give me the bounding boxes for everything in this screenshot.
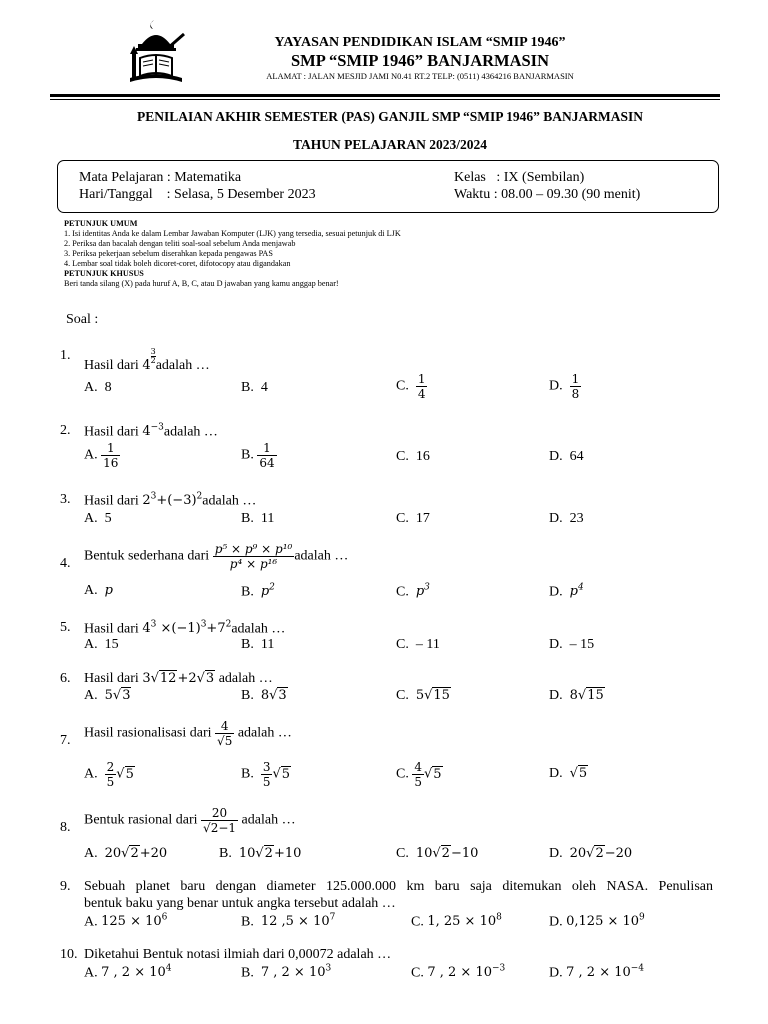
option-d[interactable]: D. – 15: [549, 637, 595, 652]
option-a[interactable]: A. $125 \times 10^6$: [84, 913, 168, 930]
option-c[interactable]: C. $p^3$: [396, 583, 430, 600]
school-name: SMP “SMIP 1946” BANJARMASIN: [290, 51, 550, 70]
question-number: 4.: [60, 556, 71, 571]
option-d[interactable]: D. $0,125 \times 10^9$: [549, 913, 645, 930]
option-d[interactable]: D. 23: [549, 511, 584, 526]
option-d[interactable]: D. 20√2−20: [549, 846, 633, 861]
option-d[interactable]: D. √5: [549, 766, 588, 781]
option-b[interactable]: B. $p^2$: [241, 583, 275, 600]
special-instructions-title: PETUNJUK KHUSUS: [64, 269, 144, 278]
option-d[interactable]: D. 64: [549, 449, 584, 464]
question-number: 10.: [60, 947, 78, 962]
question-text: Bentuk sederhana dari $\frac{\text{p⁵ × p⁹ × p¹⁰}}{\text{p⁴ × p¹⁶}}$ adalah …: [84, 542, 349, 571]
option-c[interactable]: C. $\frac{1}{4}$: [396, 372, 426, 401]
option-c[interactable]: C. 1, $25 \times 10^8$: [411, 913, 502, 930]
math-expression: 3√12+2√3: [142, 671, 215, 686]
instruction-item: 3. Periksa pekerjaan sebelum diserahkan kepada pengawas PAS: [64, 249, 273, 258]
question-number: 8.: [60, 820, 71, 835]
question-text: Hasil dari $2^3+(-3)^2adalah$ …: [84, 492, 257, 509]
option-c[interactable]: C. 17: [396, 511, 430, 526]
instruction-item: 1. Isi identitas Anda ke dalam Lembar Jawaban Komputer (LJK) yang tersedia, sesuai petunjuk di LJK: [64, 229, 401, 238]
option-b[interactable]: B. 7 , $2 \times 10^3$: [241, 964, 332, 981]
question-text: Hasil rasionalisasi dari $\frac{4}{√5}$ adalah …: [84, 719, 292, 748]
question-text: Bentuk rasional dari $\frac{20}{√2-1}$ adalah …: [84, 806, 296, 835]
exam-info-box: [57, 160, 719, 213]
option-a[interactable]: A. 15: [84, 637, 119, 652]
math-expression: $\frac{\text{p⁵ × p⁹ × p¹⁰}}{\text{p⁴ × p¹⁶}}$: [214, 542, 293, 571]
foundation-name: YAYASAN PENDIDIKAN ISLAM “SMIP 1946”: [274, 35, 566, 50]
question-number: 6.: [60, 671, 71, 686]
option-a[interactable]: A. 5: [84, 511, 112, 526]
option-c[interactable]: C. 16: [396, 449, 430, 464]
option-a[interactable]: A. 8: [84, 380, 112, 395]
option-c[interactable]: C. 10√2−10: [396, 846, 479, 861]
option-b[interactable]: B. 4: [241, 380, 268, 395]
option-a[interactable]: A. p: [84, 583, 113, 598]
exam-title: PENILAIAN AKHIR SEMESTER (PAS) GANJIL SMP “SMIP 1946” BANJARMASIN: [136, 109, 644, 124]
class-field: Kelas : IX (Sembilan): [454, 170, 585, 185]
option-a[interactable]: A. $\frac{1}{16}$: [84, 441, 119, 470]
exam-year: TAHUN PELAJARAN 2023/2024: [292, 137, 487, 152]
math-expression: $4^3 \times(-1)^3+7^2$: [142, 620, 232, 637]
option-d[interactable]: D. 7 , $2 \times 10^{-4}$: [549, 964, 645, 981]
question-number: 7.: [60, 733, 71, 748]
option-d[interactable]: D. $\frac{1}{8}$: [549, 372, 580, 401]
question-text: Hasil dari 4 $\frac{3}{2}$ adalah …: [84, 347, 210, 373]
question-text: Diketahui Bentuk notasi ilmiah dari 0,00072 adalah …: [84, 947, 392, 962]
option-a[interactable]: A. 7 , $2 \times 10^4$: [84, 964, 172, 981]
question-number: 2.: [60, 423, 71, 438]
instructions: [64, 219, 401, 289]
question-number: 5.: [60, 620, 71, 635]
option-b[interactable]: B. 11: [241, 637, 275, 652]
question-text-continued: bentuk baku yang benar untuk angka tersebut adalah …: [84, 896, 396, 911]
math-expression: $\frac{4}{√5}$: [217, 719, 233, 748]
option-c[interactable]: C. 5√15: [396, 688, 450, 703]
soal-label: Soal :: [66, 312, 99, 327]
option-b[interactable]: B. 11: [241, 511, 275, 526]
option-a[interactable]: A. 20√2+20: [84, 846, 168, 861]
option-b[interactable]: B. $\frac{1}{64}$: [241, 441, 275, 470]
math-expression: $4^{-3}$: [142, 423, 164, 440]
question-number: 1.: [60, 348, 71, 363]
question-text: Hasil dari $4^3$ $\times(-1)^3+7^2adalah$ …: [84, 620, 286, 637]
option-c[interactable]: C. – 11: [396, 637, 440, 652]
instruction-item: 4. Lembar soal tidak boleh dicoret-coret, difotocopy atau digandakan: [64, 259, 291, 268]
school-address: ALAMAT : JALAN MESJID JAMI N0.41 RT.2 TELP: (0511) 4364216 BANJARMASIN: [266, 71, 574, 81]
question-text: Sebuah planet baru dengan diameter 125.000.000 km baru saja ditemukan oleh NASA. Penulisan: [84, 879, 713, 894]
option-d[interactable]: D. $p^4$: [549, 583, 584, 600]
general-instructions-title: PETUNJUK UMUM: [64, 219, 138, 228]
option-c[interactable]: C. 7 , $2 \times 10^{-3}$: [411, 964, 506, 981]
option-b[interactable]: B. $\frac{3}{5}$ √5: [241, 760, 291, 789]
date-field: Hari/Tanggal : Selasa, 5 Desember 2023: [79, 187, 316, 202]
question-number: 9.: [60, 879, 71, 894]
math-expression: $\frac{20}{√2-1}$: [203, 806, 237, 835]
option-b[interactable]: B. 12 $,5 \times 10^7$: [241, 913, 336, 930]
subject-field: Mata Pelajaran : Matematika: [79, 170, 242, 185]
header-rule-thick: [50, 94, 720, 97]
option-a[interactable]: A. 5√3: [84, 688, 131, 703]
math-expression: 4 $\frac{3}{2}$: [142, 347, 156, 373]
option-b[interactable]: B. 10√2+10: [219, 846, 302, 861]
time-field: Waktu : 08.00 – 09.30 (90 menit): [454, 187, 641, 202]
question-number: 3.: [60, 492, 71, 507]
option-a[interactable]: A. $\frac{2}{5}$ √5: [84, 760, 134, 789]
option-b[interactable]: B. 8√3: [241, 688, 287, 703]
question-text: Hasil dari $4^{-3}adalah$ …: [84, 423, 218, 440]
option-d[interactable]: D. 8√15: [549, 688, 604, 703]
header-rule-thin: [50, 99, 720, 100]
question-text: Hasil dari 3√12+2√3 adalah …: [84, 671, 273, 686]
instruction-item: 2. Periksa dan bacalah dengan teliti soal-soal sebelum Anda menjawab: [64, 239, 296, 248]
special-instruction: Beri tanda silang (X) pada huruf A, B, C, atau D jawaban yang kamu anggap benar!: [64, 279, 339, 288]
math-expression: $2^3+(-3)^2$: [142, 492, 203, 509]
option-c[interactable]: C. $\frac{4}{5}$ √5: [396, 760, 442, 789]
